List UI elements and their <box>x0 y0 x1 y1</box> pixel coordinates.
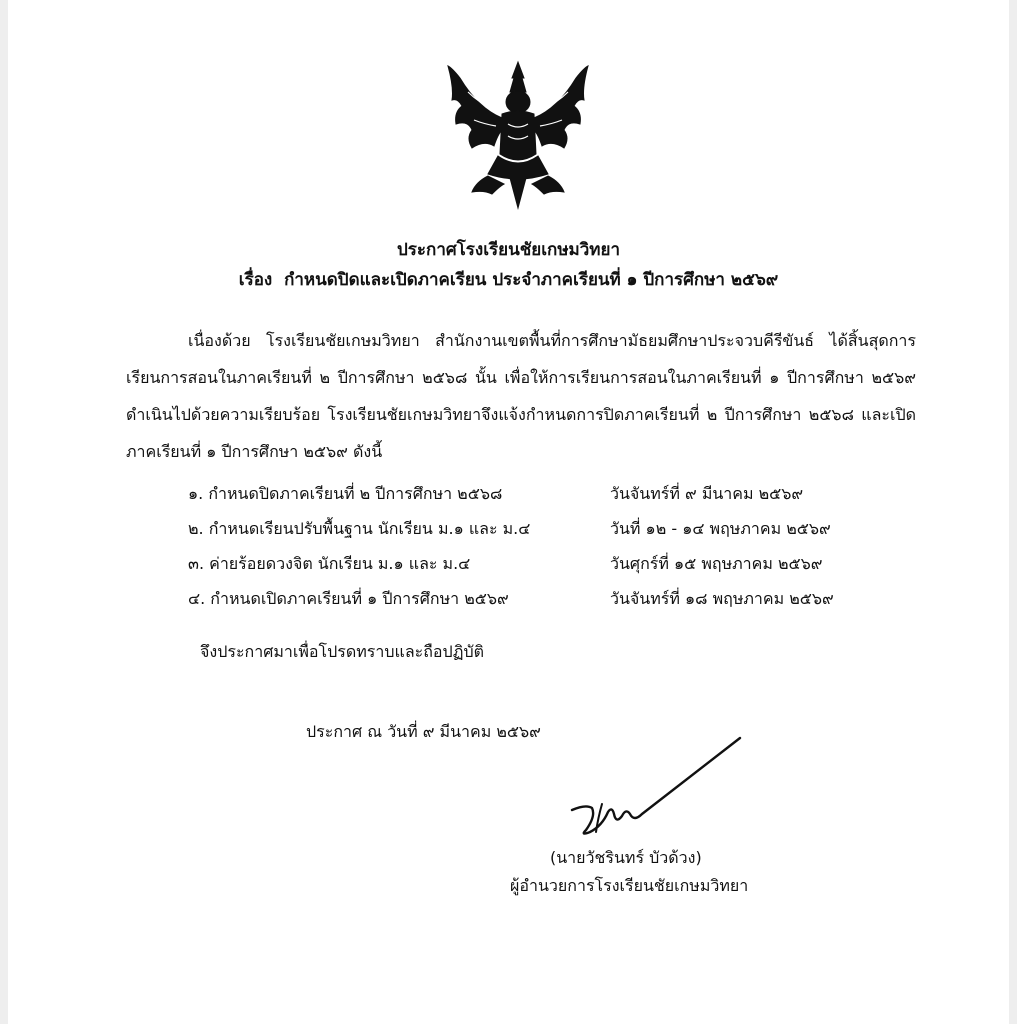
announcement-title: ประกาศโรงเรียนชัยเกษมวิทยา <box>396 240 621 260</box>
schedule-item-date: วันที่ ๑๒ - ๑๔ พฤษภาคม ๒๕๖๙ <box>610 519 831 538</box>
handwritten-signature <box>562 734 762 838</box>
announcement-date: ประกาศ ณ วันที่ ๙ มีนาคม ๒๕๖๙ <box>306 722 541 741</box>
subject-label: เรื่อง <box>238 270 273 290</box>
schedule-item-date: วันจันทร์ที่ ๑๘ พฤษภาคม ๒๕๖๙ <box>610 589 834 608</box>
signer-position: ผู้อำนวยการโรงเรียนชัยเกษมวิทยา <box>510 876 749 895</box>
closing-statement: จึงประกาศมาเพื่อโปรดทราบและถือปฏิบัติ <box>200 642 484 661</box>
body-text: เนื่องด้วย โรงเรียนชัยเกษมวิทยา สำนักงานเขตพื้นที่การศึกษามัธยมศึกษาประจวบคีรีขันธ์ ได้สิ้นสุดการเรียนการสอนในภาคเรียนที่ ๒ ปีการศึกษา ๒๕๖๘ นั้น เพื่อให้การเรียนการสอนในภาคเรียนที่ ๑ ปีการศึกษา ๒๕๖๙ ดำเนินไปด้วยความเรียบร้อย โรงเรียนชัยเกษมวิทยาจึงแจ้งกำหนดการปิดภาคเรียนที่ ๒ ปีการศึกษา ๒๕๖๘ และเปิดภาคเรียนที่ ๑ ปีการศึกษา ๒๕๖๙ ดังนี้ <box>126 331 916 461</box>
garuda-emblem-icon <box>438 58 598 210</box>
body-paragraph <box>126 322 916 470</box>
schedule-item-date: วันศุกร์ที่ ๑๕ พฤษภาคม ๒๕๖๙ <box>610 554 823 573</box>
subject-text: กำหนดปิดและเปิดภาคเรียน ประจำภาคเรียนที่ ๑ ปีการศึกษา ๒๕๖๙ <box>284 270 779 290</box>
schedule-item-text: ๔. กำหนดเปิดภาคเรียนที่ ๑ ปีการศึกษา ๒๕๖๙ <box>188 589 509 608</box>
document-page <box>8 0 1009 1024</box>
schedule-item-text: ๒. กำหนดเรียนปรับพื้นฐาน นักเรียน ม.๑ และ ม.๔ <box>188 519 531 538</box>
schedule-item-text: ๑. กำหนดปิดภาคเรียนที่ ๒ ปีการศึกษา ๒๕๖๘ <box>188 484 503 503</box>
schedule-item-text: ๓. ค่ายร้อยดวงจิต นักเรียน ม.๑ และ ม.๔ <box>188 554 471 573</box>
announcement-subject <box>8 266 1009 293</box>
schedule-item-date: วันจันทร์ที่ ๙ มีนาคม ๒๕๖๙ <box>610 484 804 503</box>
signer-name: (นายวัชรินทร์ บัวด้วง) <box>550 848 702 867</box>
